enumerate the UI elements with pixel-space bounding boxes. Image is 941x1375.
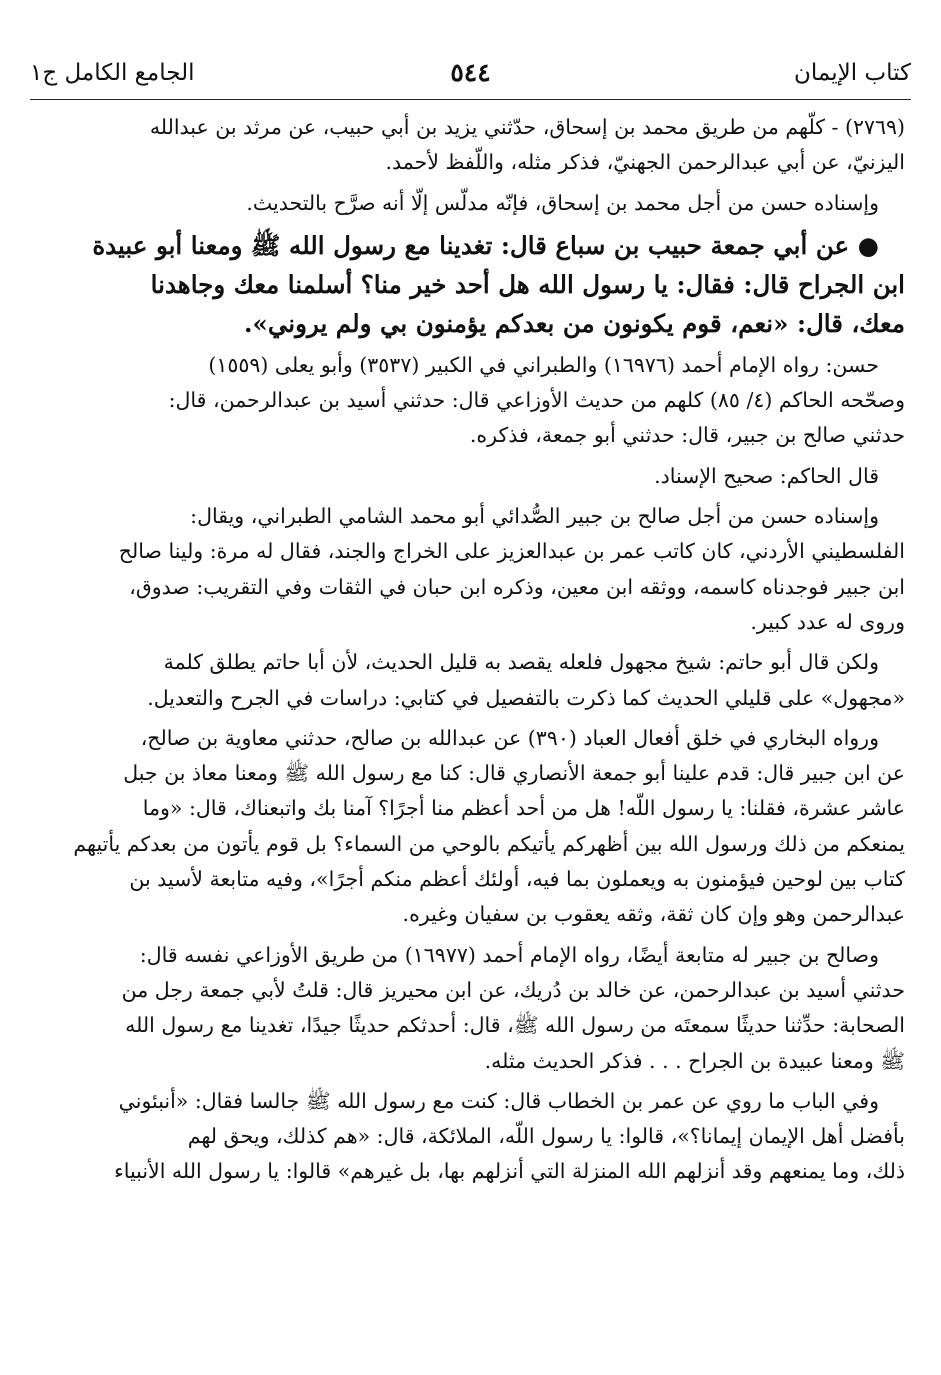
text-line: حدثني أسيد بن عبدالرحمن، عن خالد بن دُريك، عن ابن محيريز قال: قلتُ لأبي جمعة رجل من xyxy=(121,977,905,1002)
text-line: ﷺ ومعنا عبيدة بن الجراح . . . فذكر الحديث مثله. xyxy=(484,1048,905,1073)
text-line: ابن جبير فوجدناه كاسمه، ووثقه ابن معين، وذكره ابن حبان في الثقات وفي التقريب: صدوق، xyxy=(129,574,905,599)
text-line: (٢٧٦٩) - كلّهم من طريق محمد بن إسحاق، حدّثني يزيد بن أبي حبيب، عن مرثد بن عبدالله xyxy=(149,115,905,139)
book-title: الجامع الكامل ج١ xyxy=(30,60,195,86)
text-line: حدثني صالح بن جبير، قال: حدثني أبو جمعة، فذكره. xyxy=(469,423,905,448)
text-line: الفلسطيني الأردني، كان كاتب عمر بن عبدالعزيز على الخراج والجند، فقال له مرة: ولينا صالح xyxy=(118,539,905,564)
text-line: ● عن أبي جمعة حبيب بن سباع قال: تغدينا مع رسول الله ﷺ ومعنا أبو عبيدة xyxy=(92,230,879,260)
page-number: ٥٤٤ xyxy=(450,58,491,87)
paragraph xyxy=(34,645,905,716)
text-line: وروى له عدد كبير. xyxy=(750,609,905,634)
text-line: الصحابة: حدِّثنا حديثًا سمعتَه من رسول الله ﷺ، قال: أحدثكم حديثًا جيدًا، تغدينا مع رسول الله xyxy=(125,1013,905,1038)
paragraph xyxy=(34,1084,905,1190)
text-line: ذلك، وما يمنعهم وقد أنزلهم الله المنزلة التي أنزلهم بها، بل غيرهم» قالوا: يا رسول الله الأنبياء xyxy=(114,1159,905,1184)
paragraph xyxy=(34,186,905,221)
paragraph xyxy=(34,348,905,454)
paragraph xyxy=(34,938,905,1079)
text-line: اليزنيّ، عن أبي عبدالرحمن الجهنيّ، فذكر مثله، واللّفظ لأحمد. xyxy=(385,150,905,175)
paragraph xyxy=(34,721,905,933)
text-line: ولكن قال أبو حاتم: شيخ مجهول فلعله يقصد به قليل الحديث، لأن أبا حاتم يطلق كلمة xyxy=(163,650,879,675)
text-line: وصحّحه الحاكم (٤/ ٨٥) كلهم من حديث الأوزاعي قال: حدثني أسيد بن عبدالرحمن، قال: xyxy=(168,388,905,413)
text-line: وفي الباب ما روي عن عمر بن الخطاب قال: كنت مع رسول الله ﷺ جالسا فقال: «أنبئوني xyxy=(118,1088,879,1113)
text-line: عن ابن جبير قال: قدم علينا أبو جمعة الأنصاري قال: كنا مع رسول الله ﷺ ومعنا معاذ بن جبل xyxy=(123,761,905,786)
paragraph xyxy=(34,110,905,181)
text-line: كتاب بين لوحين فيؤمنون به ويعملون بما فيه، أولئك أعظم منكم أجرًا»، وفيه متابعة لأسيد بن xyxy=(129,867,905,892)
paragraph xyxy=(34,499,905,640)
text-line: وإسناده حسن من أجل صالح بن جبير الصُّدائي أبو محمد الشامي الطبراني، ويقال: xyxy=(190,504,879,529)
paragraph xyxy=(34,226,905,343)
chapter-title: كتاب الإيمان xyxy=(794,60,911,86)
page-header xyxy=(30,58,911,98)
text-line: وصالح بن جبير له متابعة أيضًا، رواه الإمام أحمد (١٦٩٧٧) من طريق الأوزاعي نفسه قال: xyxy=(139,942,879,967)
text-line: يمنعكم من ذلك ورسول الله بين أظهركم يأتيكم بالوحي من السماء؟ بل قوم يأتون من بعدكم يأتيهم xyxy=(73,831,905,856)
text-line: حسن: رواه الإمام أحمد (١٦٩٧٦) والطبراني في الكبير (٣٥٣٧) وأبو يعلى (١٥٥٩) xyxy=(208,352,879,377)
page-body xyxy=(34,110,905,1190)
text-line: ورواه البخاري في خلق أفعال العباد (٣٩٠) عن عبدالله بن صالح، حدثني معاوية بن صالح، xyxy=(140,725,879,750)
text-line: وإسناده حسن من أجل محمد بن إسحاق، فإنّه مدلّس إلّا أنه صرَّح بالتحديث. xyxy=(246,190,879,215)
header-divider xyxy=(30,99,911,100)
text-line: ابن الجراح قال: فقال: يا رسول الله هل أحد خير منا؟ أسلمنا معك وجاهدنا xyxy=(150,269,905,299)
text-line: عاشر عشرة، فقلنا: يا رسول اللّه! هل من أحد أعظم منا أجرًا؟ آمنا بك واتبعناك، قال: «وما xyxy=(142,796,905,821)
text-line: بأفضل أهل الإيمان إيمانا؟»، قالوا: يا رسول اللّه، الملائكة، قال: «هم كذلك، ويحق لهم xyxy=(187,1124,905,1149)
text-line: «مجهول» على قليلي الحديث كما ذكرت بالتفصيل في كتابي: دراسات في الجرح والتعديل. xyxy=(147,685,905,710)
text-line: معك، قال: «نعم، قوم يكونون من بعدكم يؤمنون بي ولم يروني». xyxy=(244,308,905,338)
text-line: قال الحاكم: صحيح الإسناد. xyxy=(654,463,879,488)
text-line: عبدالرحمن وهو وإن كان ثقة، وثقه يعقوب بن سفيان وغيره. xyxy=(402,902,905,927)
paragraph xyxy=(34,459,905,494)
